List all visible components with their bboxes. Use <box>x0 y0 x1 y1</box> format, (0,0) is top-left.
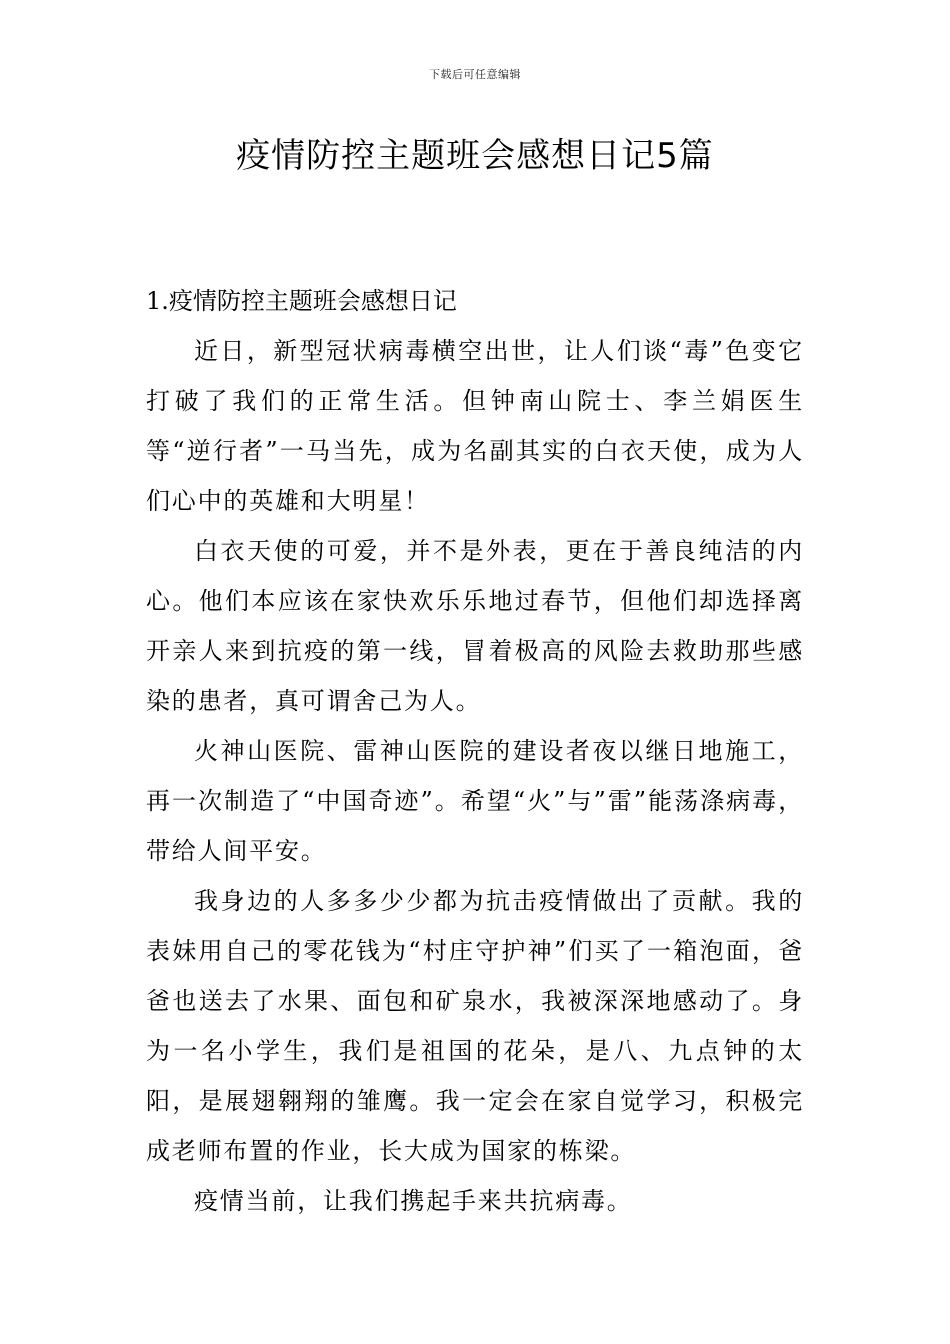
paragraph-5: 疫情当前，让我们携起手来共抗病毒。 <box>194 1187 633 1215</box>
paragraph-1: 近日，新型冠状病毒横空出世，让人们谈“毒”色变它打破了我们的正常生活。但钟南山院士、李兰娟医生等“逆行者”一马当先，成为名副其实的白衣天使，成为人们心中的英雄和大明星！ <box>146 337 804 515</box>
section-heading: 1.疫情防控主题班会感想日记 <box>146 287 457 315</box>
header-note: 下载后可任意编辑 <box>429 68 521 81</box>
page-title: 疫情防控主题班会感想日记5篇 <box>236 136 714 176</box>
document-body <box>146 276 804 1226</box>
paragraph-3: 火神山医院、雷神山医院的建设者夜以继日地施工，再一次制造了“中国奇迹”。希望“火”与”雷”能荡涤病毒，带给人间平安。 <box>146 737 804 865</box>
paragraph-2: 白衣天使的可爱，并不是外表，更在于善良纯洁的内心。他们本应该在家快欢乐乐地过春节，但他们却选择离开亲人来到抗疫的第一线，冒着极高的风险去救助那些感染的患者，真可谓舍己为人。 <box>146 537 804 715</box>
paragraph-4: 我身边的人多多少少都为抗击疫情做出了贡献。我的表妹用自己的零花钱为“村庄守护神”们买了一箱泡面，爸爸也送去了水果、面包和矿泉水，我被深深地感动了。身为一名小学生，我们是祖国的花朵，是八、九点钟的太阳，是展翅翱翔的雏鹰。我一定会在家自觉学习，积极完成老师布置的作业，长大成为国家的栋梁。 <box>146 887 804 1165</box>
